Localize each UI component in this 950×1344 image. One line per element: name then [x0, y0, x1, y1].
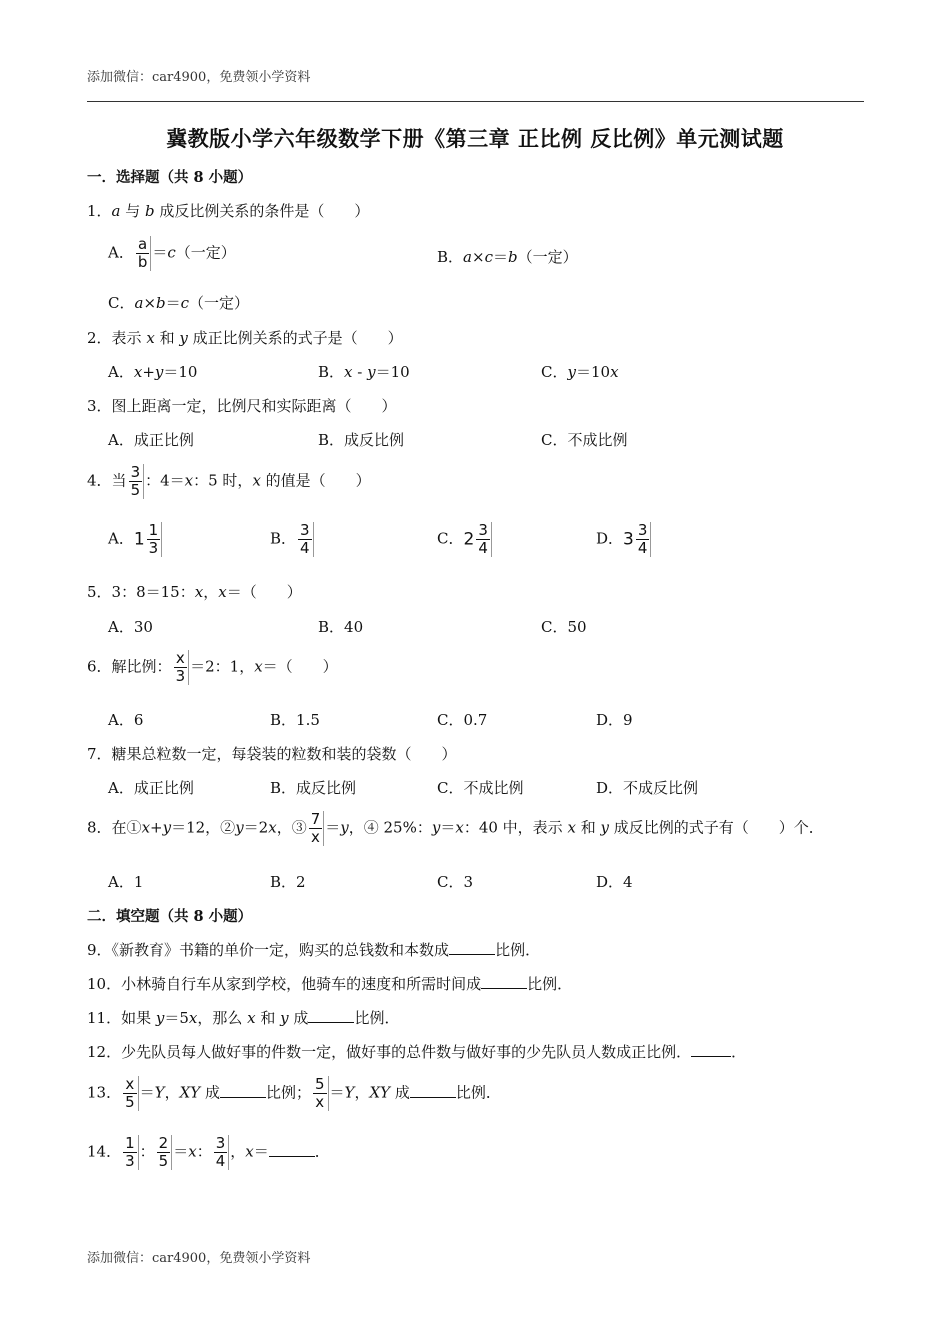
section-heading-choice: 一．选择题（共 8 小题）: [87, 169, 253, 186]
answer-blank[interactable]: [308, 1008, 354, 1023]
page-header: 添加微信：car4900，免费领小学资料: [87, 70, 311, 85]
fraction: $\frac{3}{4}$: [297, 522, 314, 557]
q1-option-b[interactable]: B．a×c＝b（一定）: [437, 248, 578, 266]
q5-option-b[interactable]: B．40: [318, 618, 364, 636]
q7-option-c[interactable]: C．不成比例: [437, 779, 524, 797]
answer-blank[interactable]: [691, 1042, 731, 1057]
answer-blank[interactable]: [220, 1083, 266, 1098]
fraction: $\frac{1}{3}$: [122, 1135, 139, 1170]
answer-blank[interactable]: [269, 1142, 315, 1157]
q8-option-c[interactable]: C．3: [437, 873, 474, 891]
fraction: $\frac{3}{4}$: [475, 522, 492, 557]
q3-option-b[interactable]: B．成反比例: [318, 431, 405, 449]
q3-option-c[interactable]: C．不成比例: [541, 431, 628, 449]
question-3: 3．图上距离一定，比例尺和实际距离（ ）: [87, 397, 397, 415]
q7-option-d[interactable]: D．不成反比例: [596, 779, 699, 797]
fraction: $\frac{x}{5}$: [122, 1076, 139, 1111]
q2-option-c[interactable]: C．y＝10x: [541, 363, 619, 381]
q5-option-c[interactable]: C．50: [541, 618, 587, 636]
question-1: 1．a 与 b 成反比例关系的条件是（ ）: [87, 202, 370, 220]
question-12: 12．少先队员每人做好事的件数一定，做好事的总件数与做好事的少先队员人数成正比例． ．: [87, 1043, 747, 1061]
page-footer: 添加微信：car4900，免费领小学资料: [87, 1251, 311, 1266]
q2-option-a[interactable]: A．x+y＝10: [108, 363, 198, 381]
q7-option-a[interactable]: A．成正比例: [108, 779, 194, 797]
q6-option-a[interactable]: A．6: [108, 711, 144, 729]
question-4: 4．当 $\frac{3}{5}$ ：4＝x：5 时，x 的值是（ ）: [87, 463, 371, 499]
q4-option-c[interactable]: C．2 $\frac{3}{4}$: [437, 522, 493, 557]
q8-option-d[interactable]: D．4: [596, 873, 633, 891]
question-5: 5．3：8＝15：x，x＝（ ）: [87, 583, 302, 601]
fraction: $\frac{5}{x}$: [312, 1076, 329, 1111]
fraction: $\frac{7}{x}$: [308, 811, 325, 846]
q2-option-b[interactable]: B．x - y＝10: [318, 363, 410, 381]
q6-option-c[interactable]: C．0.7: [437, 711, 488, 729]
q3-option-a[interactable]: A．成正比例: [108, 431, 194, 449]
question-2: 2．表示 x 和 y 成正比例关系的式子是（ ）: [87, 329, 403, 347]
q6-option-d[interactable]: D．9: [596, 711, 633, 729]
q6-option-b[interactable]: B．1.5: [270, 711, 320, 729]
q8-option-a[interactable]: A．1: [108, 873, 144, 891]
q1-option-a[interactable]: A． $\frac{a}{b}$ ＝c（一定）: [108, 235, 236, 271]
answer-blank[interactable]: [410, 1083, 456, 1098]
q8-option-b[interactable]: B．2: [270, 873, 306, 891]
question-14: 14． $\frac{1}{3}$ ： $\frac{2}{5}$ ＝x： $\frac{3}{4}$ ，x＝ ．: [87, 1134, 330, 1170]
question-8: 8．在①x+y＝12，②y＝2x，③ $\frac{7}{x}$ ＝y，④ 25%：y＝x：40 中，表示 x 和 y 成反比例的式子有（ ）个．: [87, 810, 824, 846]
page-title: 冀教版小学六年级数学下册《第三章 正比例 反比例》单元测试题: [166, 126, 784, 151]
question-7: 7．糖果总粒数一定，每袋装的粒数和装的袋数（ ）: [87, 745, 457, 763]
section-heading-fill: 二．填空题（共 8 小题）: [87, 908, 253, 925]
fraction: $\frac{3}{4}$: [635, 522, 652, 557]
fraction: $\frac{3}{4}$: [213, 1135, 230, 1170]
answer-blank[interactable]: [481, 974, 527, 989]
fraction: $\frac{a}{b}$: [135, 236, 152, 271]
fraction: $\frac{2}{5}$: [156, 1135, 173, 1170]
q7-option-b[interactable]: B．成反比例: [270, 779, 357, 797]
question-10: 10．小林骑自行车从家到学校，他骑车的速度和所需时间成 比例．: [87, 975, 573, 993]
q5-option-a[interactable]: A．30: [108, 618, 153, 636]
question-13: 13． $\frac{x}{5}$ ＝Y，XY 成 比例； $\frac{5}{x}$ ＝Y，XY 成 比例．: [87, 1075, 501, 1111]
question-6: 6．解比例： $\frac{x}{3}$ ＝2：1，x＝（ ）: [87, 649, 338, 685]
question-11: 11．如果 y＝5x，那么 x 和 y 成 比例．: [87, 1009, 400, 1027]
fraction: $\frac{x}{3}$: [173, 650, 190, 685]
q4-option-d[interactable]: D．3 $\frac{3}{4}$: [596, 522, 652, 557]
header-divider: [87, 101, 864, 102]
fraction: $\frac{3}{5}$: [128, 464, 145, 499]
q4-option-b[interactable]: B． $\frac{3}{4}$: [270, 522, 315, 557]
question-9: 9．《新教育》书籍的单价一定，购买的总钱数和本数成 比例．: [87, 941, 541, 959]
q4-option-a[interactable]: A．1 $\frac{1}{3}$: [108, 522, 163, 557]
q1-option-c[interactable]: C．a×b＝c（一定）: [108, 294, 250, 312]
answer-blank[interactable]: [449, 940, 495, 955]
fraction: $\frac{1}{3}$: [146, 522, 163, 557]
